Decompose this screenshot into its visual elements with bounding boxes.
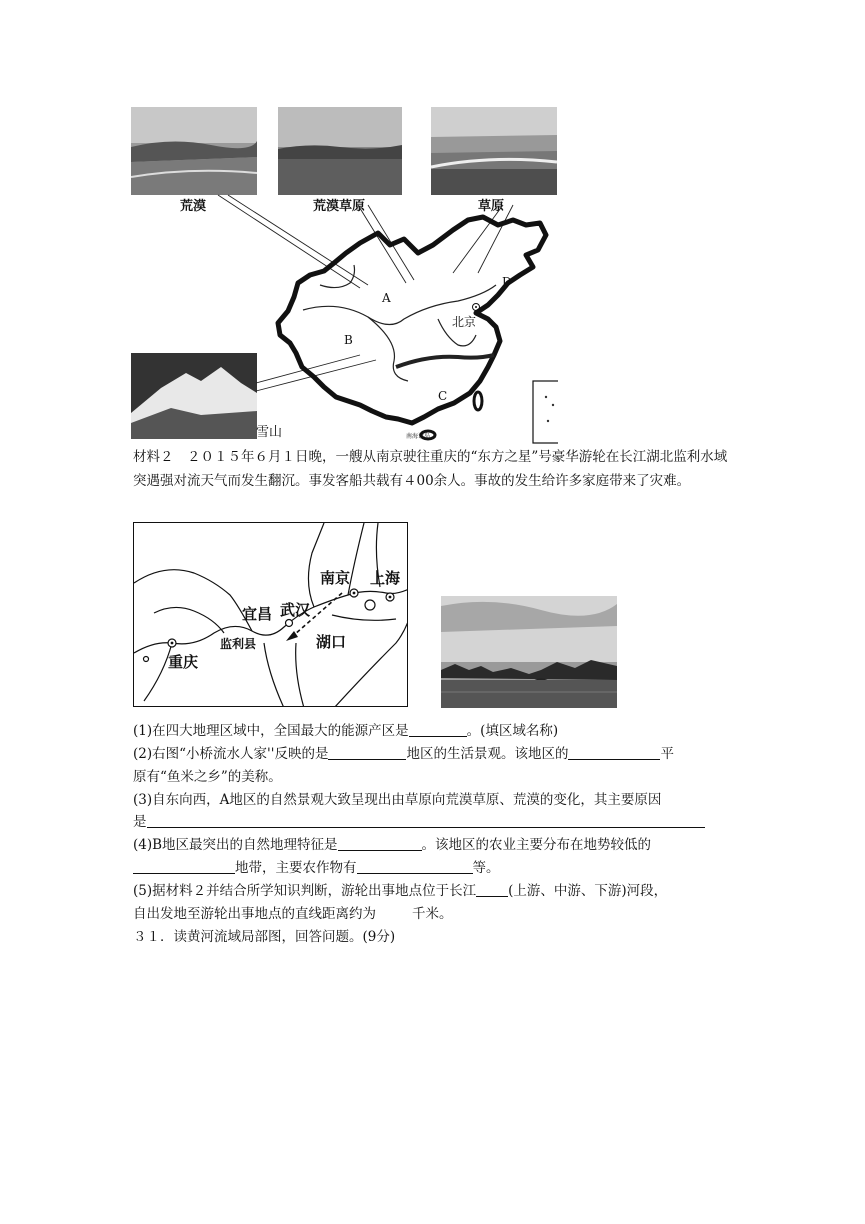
yichang-label: 宜昌 [242, 605, 273, 623]
region-d-label: D [502, 275, 512, 289]
capital-label: 北京 [452, 315, 477, 329]
shanghai-label: 上海 [370, 569, 401, 587]
region-a-label: A [382, 291, 391, 305]
jianli-label: 监利县 [220, 637, 257, 651]
desert-steppe-caption: 荒漠草原 [313, 199, 366, 214]
chongqing-label: 重庆 [168, 653, 199, 671]
question-1: (1)在四大地理区域中，全国最大的能源产区是 。(填区域名称) [133, 723, 559, 739]
desert-caption: 荒漠 [180, 199, 207, 214]
map1-figure [128, 105, 558, 445]
inset-label: 南海诸岛 [406, 433, 431, 440]
china-map [128, 105, 558, 445]
question-5: (5)据材料２并结合所学知识判断，游轮出事地点位于长江 (上游、中游、下游)河段， [133, 883, 668, 899]
region-c-label: C [438, 389, 448, 403]
wuhan-label: 武汉 [280, 601, 311, 619]
material2-text: 材料２ ２０１５年６月１日晚，一艘从南京驶往重庆的“东方之星”号豪华游轮在长江湖北监利水域突遇强对流天气而发生翻沉。事发客船共载有４00余人。事故的发生给许多家庭带来了灾难。 [133, 449, 728, 489]
grassland-caption: 草原 [478, 199, 505, 214]
question-4: (4)B地区最突出的自然地理特征是 。该地区的农业主要分布在地势较低的 [133, 837, 652, 853]
question-31-heading: ３１．读黄河流域局部图，回答问题。(9分) [133, 929, 396, 945]
question-2: (2)右图“小桥流水人家''反映的是 地区的生活景观。该地区的 平 [133, 746, 674, 762]
hukou-label: 湖口 [316, 633, 347, 651]
yangtze-map [133, 522, 408, 707]
question-2-cont: 原有“鱼米之乡”的美称。 [133, 769, 282, 785]
q3-answer-blank[interactable] [147, 813, 705, 828]
water-town-photo [441, 596, 617, 708]
q2-plain-blank[interactable] [568, 745, 660, 760]
question-5-cont: 自出发地至游轮出事地点的直线距离约为 千米。 [133, 906, 453, 922]
q4-crops-blank[interactable] [357, 859, 473, 874]
region-b-label: B [344, 333, 353, 347]
question-3-cont: 是 [133, 811, 705, 833]
q5-section-blank[interactable] [476, 882, 508, 897]
q5-distance-blank[interactable] [376, 905, 412, 920]
question-4-cont: 地带，主要农作物有 等。 [133, 857, 500, 879]
q4-terrain-blank[interactable] [133, 859, 235, 874]
nanjing-label: 南京 [320, 569, 351, 587]
question-3: (3)自东向西，A地区的自然景观大致呈现出由草原向荒漠草原、荒漠的变化，其主要原因 [133, 792, 662, 808]
snow-mountain-caption: 雪山 [256, 425, 283, 440]
q1-answer-blank[interactable] [409, 722, 467, 737]
q2-region-blank[interactable] [328, 745, 406, 760]
q4-feature-blank[interactable] [338, 836, 422, 851]
